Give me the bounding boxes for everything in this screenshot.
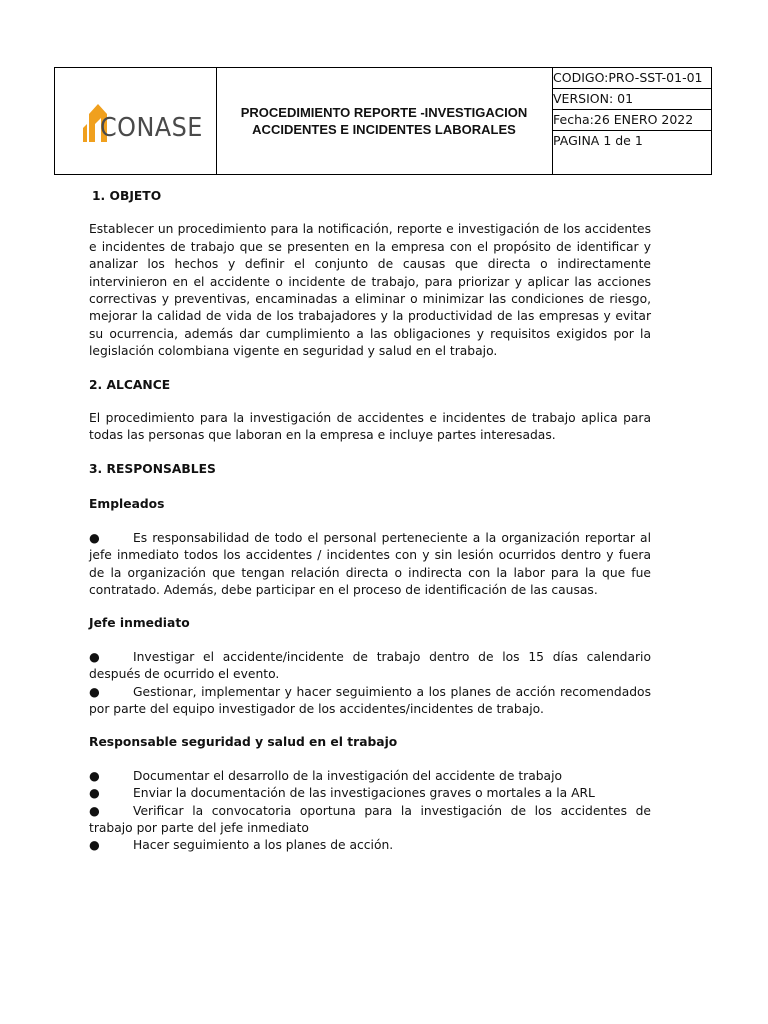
list-item-text: Es responsabilidad de todo el personal perteneciente a la organización reportar al jefe inmediato todos los accidentes / incidentes con y sin lesión ocurridos dentro y fuera de la organización que tengan relación directa o indirecta con la labor para la que fue contratado. Además, debe participar en el proceso de identificación de las causas.	[89, 530, 651, 597]
section-heading-alcance: 2. ALCANCE	[89, 377, 171, 392]
bullet-icon: ●	[89, 838, 100, 853]
logo-text: CONASE	[100, 113, 203, 143]
pagina: PAGINA 1 de 1	[553, 133, 643, 148]
list-item-text: Verificar la convocatoria oportuna para la investigación de los accidentes de trabajo por parte del jefe inmediato	[89, 803, 651, 835]
bullet-icon: ●	[89, 530, 100, 545]
list-item-text: Gestionar, implementar y hacer seguimiento a los planes de acción recomendados por parte del equipo investigador de los accidentes/incidentes de trabajo.	[89, 684, 651, 716]
list-item	[89, 649, 651, 684]
list-item-text: Enviar la documentación de las investigaciones graves o mortales a la ARL	[133, 786, 595, 801]
subheading-empleados: Empleados	[89, 497, 165, 512]
bullet-icon: ●	[89, 803, 100, 818]
objeto-paragraph: Establecer un procedimiento para la notificación, reporte e investigación de los accidentes e incidentes de trabajo que se presenten en la empresa con el propósito de identificar y analizar los hechos y definir el conjunto de causas que directa o indirectamente intervinieron en el accidente o incidente de trabajo, para priorizar y aplicar las acciones correctivas y preventivas, encaminadas a eliminar o minimizar las condiciones de riesgo, mejorar la calidad de vida de los trabajadores y la productividad de las empresas y evitar su ocurrencia, además dar cumplimiento a las obligaciones y requisitos exigidos por la legislación colombiana vigente en seguridad y salud en el trabajo.	[89, 222, 651, 359]
document-meta	[552, 68, 712, 174]
jefe-list	[89, 649, 651, 719]
list-item	[89, 785, 651, 802]
bullet-icon: ●	[89, 786, 100, 801]
logo-cell	[55, 68, 217, 174]
list-item-text: Hacer seguimiento a los planes de acción.	[133, 838, 394, 853]
list-item	[89, 837, 651, 854]
version: VERSION: 01	[552, 89, 712, 110]
title-line-1: PROCEDIMIENTO REPORTE -INVESTIGACION	[240, 105, 528, 120]
list-item	[89, 803, 651, 838]
section-heading-responsables: 3. RESPONSABLES	[89, 461, 216, 476]
list-item-text: Documentar el desarrollo de la investigación del accidente de trabajo	[133, 768, 563, 783]
section-heading-objeto: 1. OBJETO	[92, 189, 162, 203]
list-item	[89, 684, 651, 719]
list-item-text: Investigar el accidente/incidente de trabajo dentro de los 15 días calendario después de ocurrido el evento.	[89, 649, 651, 682]
empleados-list	[89, 530, 651, 600]
bullet-icon: ●	[89, 649, 100, 664]
document-body	[89, 188, 651, 855]
subheading-jefe-inmediato: Jefe inmediato	[89, 616, 190, 631]
subheading-sst: Responsable seguridad y salud en el trabajo	[89, 735, 398, 750]
bullet-icon: ●	[89, 768, 100, 783]
list-item	[89, 530, 651, 600]
document-title	[216, 68, 553, 174]
alcance-paragraph: El procedimiento para la investigación de accidentes e incidentes de trabajo aplica para todas las personas que laboran en la empresa e incluye partes interesadas.	[89, 411, 651, 443]
list-item	[89, 768, 651, 785]
fecha: Fecha:26 ENERO 2022	[552, 110, 712, 131]
document-header	[54, 67, 712, 175]
title-line-2: ACCIDENTES E INCIDENTES LABORALES	[252, 122, 516, 137]
bullet-icon: ●	[89, 684, 100, 699]
codigo: CODIGO:PRO-SST-01-01	[552, 68, 712, 89]
sst-list	[89, 768, 651, 855]
